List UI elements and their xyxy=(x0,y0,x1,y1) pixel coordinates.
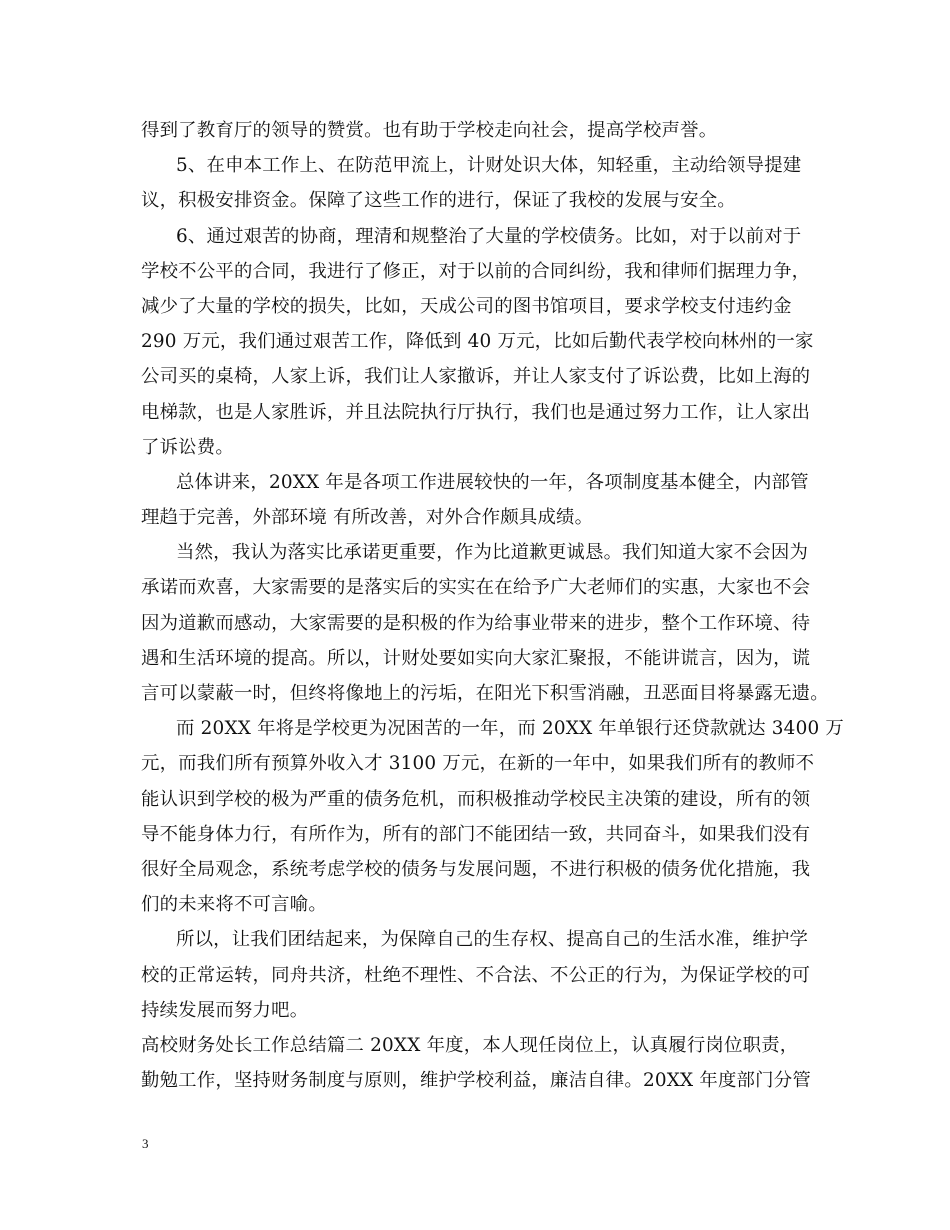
text-line: 了诉讼费。 xyxy=(141,436,234,458)
page-number: 3 xyxy=(142,1136,149,1151)
text-line: 导不能身体力行，有所作为，所有的部门不能团结一致，共同奋斗，如果我们没有 xyxy=(141,823,811,845)
text-line: 理趋于完善，外部环境 有所改善，对外合作颇具成绩。 xyxy=(141,507,594,529)
text-line: 高校财务处长工作总结篇二 20XX 年度，本人现任岗位上，认真履行岗位职责， xyxy=(141,1034,799,1056)
text-line: 所以，让我们团结起来，为保障自己的生存权、提高自己的生活水准，维护学 xyxy=(176,929,809,951)
text-line: 当然，我认为落实比承诺更重要，作为比道歉更诚恳。我们知道大家不会因为 xyxy=(176,542,809,564)
text-line: 而 20XX 年将是学校更为况困苦的一年，而 20XX 年单银行还贷款就达 3400 万 xyxy=(176,718,845,740)
text-line: 电梯款，也是人家胜诉，并且法院执行厅执行，我们也是通过努力工作，让人家出 xyxy=(141,401,811,423)
text-line: 5、在申本工作上、在防范甲流上，计财处识大体，知轻重，主动给领导提建 xyxy=(176,155,802,177)
text-line: 因为道歉而感动，大家需要的是积极的作为给事业带来的进步，整个工作环境、待 xyxy=(141,612,811,634)
text-line: 勤勉工作，坚持财务制度与原则，维护学校利益，廉洁自律。20XX 年度部门分管 xyxy=(141,1070,811,1092)
text-line: 们的未来将不可言喻。 xyxy=(141,894,327,916)
text-line: 承诺而欢喜，大家需要的是落实后的实实在在给予广大老师们的实惠，大家也不会 xyxy=(141,577,811,599)
text-line: 6、通过艰苦的协商，理清和规整治了大量的学校债务。比如，对于以前对于 xyxy=(176,225,802,247)
text-line: 学校不公平的合同，我进行了修正，对于以前的合同纠纷，我和律师们据理力争， xyxy=(141,260,811,282)
text-line: 议，积极安排资金。保障了这些工作的进行，保证了我校的发展与安全。 xyxy=(141,190,736,212)
text-line: 290 万元，我们通过艰苦工作，降低到 40 万元，比如后勤代表学校向林州的一家 xyxy=(141,331,814,353)
text-line: 很好全局观念，系统考虑学校的债务与发展问题，不进行积极的债务优化措施，我 xyxy=(141,858,811,880)
text-line: 持续发展而努力吧。 xyxy=(141,999,309,1021)
text-line: 公司买的桌椅，人家上诉，我们让人家撤诉，并让人家支付了诉讼费，比如上海的 xyxy=(141,366,811,388)
text-line: 元，而我们所有预算外收入才 3100 万元，在新的一年中，如果我们所有的教师不 xyxy=(141,753,815,775)
text-line: 言可以蒙蔽一时，但终将像地上的污垢，在阳光下积雪消融，丑恶面目将暴露无遗。 xyxy=(141,683,829,704)
text-line: 减少了大量的学校的损失，比如，天成公司的图书馆项目，要求学校支付违约金 xyxy=(141,295,792,317)
text-line: 校的正常运转，同舟共济，杜绝不理性、不合法、不公正的行为，为保证学校的可 xyxy=(141,964,811,986)
document-body xyxy=(141,113,845,1098)
text-line: 总体讲来，20XX 年是各项工作进展较快的一年，各项制度基本健全，内部管 xyxy=(176,471,809,493)
text-line: 能认识到学校的极为严重的债务危机，而积极推动学校民主决策的建设，所有的领 xyxy=(141,788,811,810)
text-line: 遇和生活环境的提高。所以，计财处要如实向大家汇聚报，不能讲谎言，因为，谎 xyxy=(141,647,811,669)
text-line: 得到了教育厅的领导的赞赏。也有助于学校走向社会，提高学校声誉。 xyxy=(141,120,718,141)
